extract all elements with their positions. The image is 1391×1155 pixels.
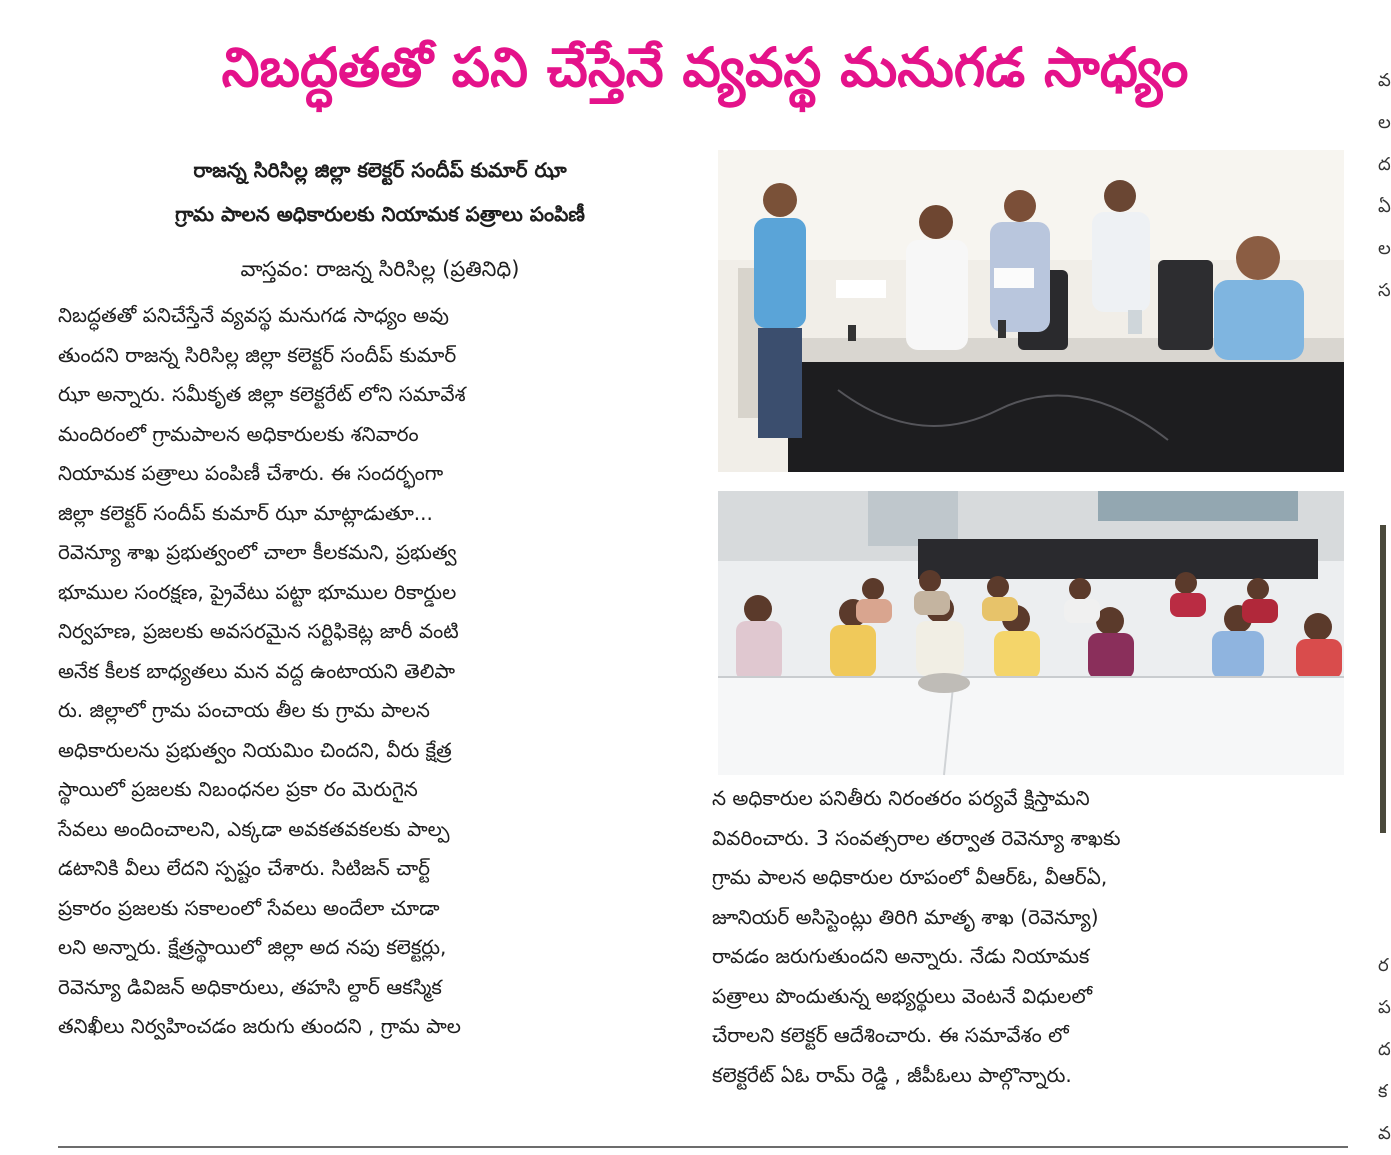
body-line: పత్రాలు పొందుతున్న అభ్యర్థులు వెంటనే విధులలో	[712, 983, 1093, 1008]
adjacent-article-edge-text-lower	[1378, 945, 1391, 1155]
body-line: తుందని రాజన్న సిరిసిల్ల జిల్లా కలెక్టర్ సందీప్ కుమార్	[58, 342, 457, 367]
body-line: భూముల సంరక్షణ, ప్రైవేటు పట్టా భూముల రికార్డుల	[58, 579, 457, 604]
village-officers-audience-photo	[718, 491, 1344, 775]
edge-glyph: వ	[1378, 1123, 1391, 1144]
body-line: అనేక కీలక బాధ్యతలు మన వద్ద ఉంటాయని తెలిపా	[58, 658, 456, 683]
body-line: అధికారులను ప్రభుత్వం నియమిం చిందని, వీరు క్షేత్ర	[58, 737, 452, 762]
edge-glyph: ద	[1378, 154, 1391, 175]
edge-glyph: ఏ	[1378, 196, 1391, 217]
body-line: గ్రామ పాలన అధికారుల రూపంలో వీఆర్ఓ, వీఆర్ఏ,	[712, 865, 1108, 889]
body-line: చేరాలని కలెక్టర్ ఆదేశించారు. ఈ సమావేశం లో	[712, 1023, 1069, 1047]
body-line: వివరించారు. 3 సంవత్సరాల తర్వాత రెవెన్యూ శాఖకు	[712, 825, 1121, 850]
article-body-left-column	[58, 296, 680, 1047]
body-line: సేవలు అందించాలని, ఎక్కడా అవకతవకలకు పాల్ప	[58, 816, 450, 841]
body-line: స్థాయిలో ప్రజలకు నిబంధనల ప్రకా రం మెరుగైన	[58, 777, 418, 801]
body-line: నిబద్ధతతో పనిచేస్తేనే వ్యవస్థ మనుగడ సాధ్యం అవు	[58, 303, 449, 327]
headline: నిబద్ధతతో పని చేస్తేనే వ్యవస్థ మనుగడ సాధ్యం	[221, 36, 1189, 99]
body-line: డటానికి వీలు లేదని స్పష్టం చేశారు. సిటిజన్ చార్ట్	[58, 856, 431, 880]
edge-glyph: వ	[1378, 70, 1391, 91]
body-line: రెవెన్యూ డివిజన్ అధికారులు, తహసి ల్దార్ ఆకస్మిక	[58, 974, 442, 999]
body-line: కలెక్టరేట్ ఏఓ రామ్ రెడ్డి , జీపీఓలు పాల్గొన్నారు.	[712, 1062, 1072, 1087]
edge-glyph: క	[1378, 1081, 1388, 1102]
adjacent-article-edge-text	[1378, 60, 1391, 312]
article-body-right-column	[712, 779, 1342, 1095]
bottom-divider	[58, 1146, 1348, 1148]
collector-distributing-letters-photo	[718, 150, 1344, 472]
body-line: రు. జిల్లాలో గ్రామ పంచాయ తీల కు గ్రామ పాలన	[58, 698, 430, 722]
dateline: వాస్తవం: రాజన్న సిరిసిల్ల (ప్రతినిధి)	[240, 257, 520, 281]
body-line: ప్రకారం ప్రజలకు సకాలంలో సేవలు అందేలా చూడా	[58, 895, 440, 920]
body-line: రెవెన్యూ శాఖ ప్రభుత్వంలో చాలా కీలకమని, ప్రభుత్వ	[58, 540, 457, 564]
edge-glyph: ప	[1378, 997, 1391, 1018]
edge-glyph: ద	[1378, 1039, 1391, 1060]
body-line: న అధికారుల పనితీరు నిరంతరం పర్యవే క్షిస్తామని	[712, 786, 1090, 810]
body-line: రావడం జరుగుతుందని అన్నారు. నేడు నియామక	[712, 944, 1090, 968]
adjacent-article-photo-edge	[1380, 525, 1386, 833]
subheadline-line-2: గ్రామ పాలన అధికారులకు నియామక పత్రాలు పంపిణీ	[175, 202, 585, 226]
edge-glyph: స	[1378, 280, 1391, 301]
body-line: నియామక పత్రాలు పంపిణీ చేశారు. ఈ సందర్భంగా	[58, 461, 444, 485]
body-line: నిర్వహణ, ప్రజలకు అవసరమైన సర్టిఫికెట్ల జారీ వంటి	[58, 619, 459, 643]
edge-glyph: ల	[1378, 238, 1391, 259]
body-line: జిల్లా కలెక్టర్ సందీప్ కుమార్ ఝా మాట్లాడుతూ...	[58, 500, 433, 525]
body-line: ఝా అన్నారు. సమీకృత జిల్లా కలెక్టరేట్ లోని సమావేశ	[58, 382, 466, 406]
edge-glyph: ర	[1378, 955, 1389, 976]
edge-glyph: ల	[1378, 112, 1391, 133]
body-line: తనిఖీలు నిర్వహించడం జరుగు తుందని , గ్రామ పాల	[58, 1014, 461, 1038]
subheadline-line-1: రాజన్న సిరిసిల్ల జిల్లా కలెక్టర్ సందీప్ కుమార్ ఝా	[193, 158, 567, 182]
body-line: లని అన్నారు. క్షేత్రస్థాయిలో జిల్లా అద నపు కలెక్టర్లు,	[58, 935, 447, 959]
body-line: జూనియర్ అసిస్టెంట్లు తిరిగి మాతృ శాఖ (రెవెన్యూ)	[712, 904, 1099, 929]
body-line: మందిరంలో గ్రామపాలన అధికారులకు శనివారం	[58, 421, 419, 446]
